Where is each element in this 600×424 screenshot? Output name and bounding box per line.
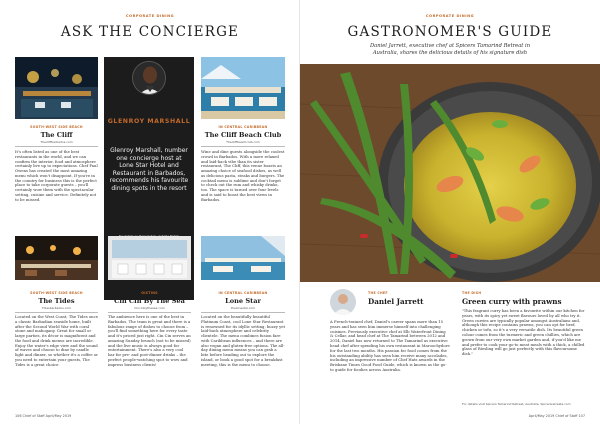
divider <box>108 312 191 313</box>
venue-description: Wine and dine guests alongside the coolest crowd in Barbados. With a more relaxed and laid-back vibe than its sister restaurant, The Cliff, this venue boasts an amazing choice of seafood dishes, as well as delicious pasta, steaks and burgers. The cocktail menu is sublime and don't forget to check out the rum and whisky drinks, too. The space is turned over four levels and is said to boast the best views in Barbados. <box>201 150 285 202</box>
venue-photo-cin-cin <box>108 236 191 280</box>
venue-photo-the-tides <box>15 236 98 280</box>
right-page <box>300 0 600 424</box>
venue-category: IN CENTRAL CARIBBEAN <box>218 291 268 295</box>
venue-category: IN CENTRAL CARIBBEAN <box>218 125 268 129</box>
venue-photo-lone-star <box>201 236 285 280</box>
divider <box>201 146 285 147</box>
venue-url[interactable]: thelonestar.com <box>230 306 256 310</box>
chef-bio: A French-trained chef, Daniel's career spans more than 15 years and has seen him immerse himself into challenging cuisines. Previously executive chef at Elb Waterfront Dining & Cellar, and head chef at The Tamarind between 2012 and 2014, Daniel has now returned to The Tamarind as executive head chef after spending his own restaurant in Maroochydore for the last two months. His passion for food comes from the his outstanding ability has seen him receive many accolades, including an impressive number of Chef Hats awards in the Brisbane Times Good Food Guide, which is known as the go-to guide for foodies across Australia. <box>330 320 450 372</box>
venue-name: The Tides <box>38 297 75 305</box>
page-folio: April/May 2019 Chief of Staff 107 <box>528 414 585 418</box>
page-subhead: Daniel Jarrett, executive chef at Spicers Tamarind Retreat in Australia, shares the delicious details of his signature dish <box>369 43 531 56</box>
section-label: CORPORATE DINING <box>125 14 175 18</box>
venue-url[interactable]: Thecliffbeachclub.com <box>226 140 260 144</box>
page-title: GASTRONOMER'S GUIDE <box>347 24 553 40</box>
venue-photo-cliff-beach-club <box>201 57 285 119</box>
dish-caption[interactable]: For details visit Spicers Tamarind Retreat, Australia, Spicersretreats.com <box>462 402 571 406</box>
section-label: CORPORATE DINING <box>425 14 475 18</box>
dish-description: "This fragrant curry has been a favourite within our kitchen for years, with its spicy yet sweet flavours loved by all who try it. Green curries are typically popular amongst Australians and, although this recipe contains prawns, you can opt for beef, chicken or tofu, so it's a very versatile dish. Its beautiful green colour comes from the turmeric and green chillies, which are grown from our very own market garden and, if you'd like me and prefer to cook your go-to meat meals with a thick, a chilled glass of Riesling will go just perfectly with this flavoursome dish." <box>462 309 585 357</box>
page-title: ASK THE CONCIERGE <box>60 24 240 40</box>
venue-category: OISTINS <box>141 291 158 295</box>
concierge-portrait <box>132 61 166 95</box>
venue-url[interactable]: Tidesbarbados.com <box>41 306 72 310</box>
venue-name: Lone Star <box>225 297 261 305</box>
venue-description: Located on the beautifully beautiful Platinum Coast, cool Lone Star Restaurant is renowned for its idyllic setting, buzzy yet laid-back atmosphere and celebrity clientele. The menu combines fusion fare with Caribbean influences – and there are also vegan and gluten-free options. The all-day dining menu means you can grab a bite before heading out to explore the island, or book a good spot for a breakfast meeting, this is the menu to choose. <box>201 315 285 367</box>
venue-name: Cin Cin By The Sea <box>114 297 185 305</box>
venue-description: It's often listed as one of the best restaurants in the world, and we can confirm the interior, food and atmosphere certainly live up to expectations. Chef Paul Owens has created the most amazing menu which won't disappoint. If you're in the country for business this is the perfect place to take corporate guests – you'll certainly wow them with the spectacular setting, cuisine and service. Definitely not to be missed. <box>15 150 98 202</box>
concierge-intro: Glenroy Marshall, number one concierge host at Lone Star Hotel and Restaurant in Barbados, recommends his favourite dining spots in the resort <box>109 147 189 192</box>
venue-name: The Cliff <box>40 131 73 139</box>
venue-description: The ambience here is one of the best in Barbados. The team is great and there is a fabulous range of dishes to choose from – you'll find something here for every taste and it's priced just right. Cin Cin serves an amazing Sunday brunch (not to be missed) and the live music is always good for entertainment. There's also a very cool bar for pre- and post-dinner drinks – the perfect people-watching spot to wow and impress business clients! <box>108 315 191 367</box>
venue-url[interactable]: Cincinbythesea.com <box>134 306 165 310</box>
venue-category: SOUTH-WEST SIDE BEACH <box>30 291 83 295</box>
dish-name: Green curry with prawns <box>462 297 562 306</box>
page-folio: 106 Chief of Staff April/May 2019 <box>15 414 72 418</box>
venue-url[interactable]: Thecliffbarbados.com <box>40 140 73 144</box>
divider <box>201 312 285 313</box>
venue-photo-the-cliff <box>15 57 98 119</box>
dish-hero-photo <box>300 64 600 282</box>
chef-name: Daniel Jarrett <box>368 297 424 306</box>
divider <box>15 146 98 147</box>
venue-category: SOUTH-WEST SIDE BEACH <box>30 125 83 129</box>
chef-category: THE CHEF <box>368 291 388 295</box>
dish-category: THE DISH <box>462 291 482 295</box>
divider <box>15 312 98 313</box>
venue-description: Located on the West Coast, The Tides once a classic Barbadian seaside home, built after the Second World War with coral stone and mahogany. Great for small or large parties, its décor is magnificent and the food and drink menus are incredible. Enjoy the water's edge view and the sound of waves and choose to dine by candle light and dinner, so whether it's a coffee or you need to entertain your guests, The Tides is a great choice. <box>15 315 98 367</box>
concierge-name: GLENROY MARSHALL <box>107 118 191 125</box>
chef-portrait <box>330 289 356 315</box>
venue-name: The Cliff Beach Club <box>204 131 282 139</box>
